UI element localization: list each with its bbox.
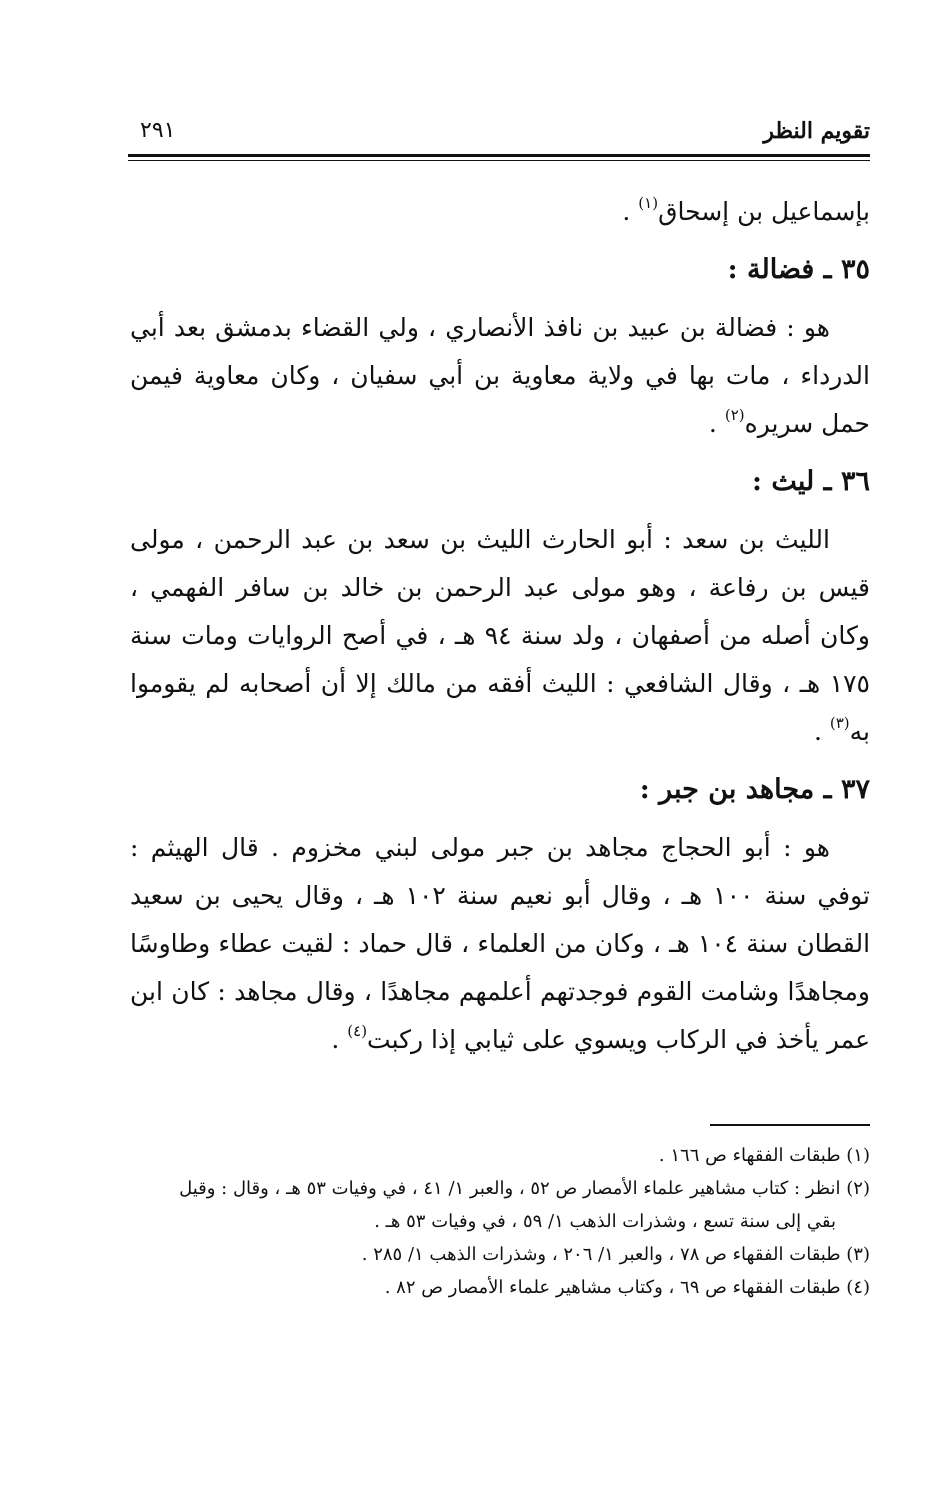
footnote-ref-4: (٤) bbox=[347, 1022, 368, 1040]
footnote-ref-3: (٣) bbox=[829, 714, 850, 732]
running-title: تقويم النظر bbox=[763, 118, 870, 144]
footnote-ref-1: (١) bbox=[638, 194, 659, 212]
footnote-separator bbox=[710, 1124, 870, 1126]
footnotes bbox=[130, 1140, 870, 1305]
footnote-ref-2: (٢) bbox=[724, 406, 745, 424]
header-rule-thin bbox=[128, 160, 870, 161]
entry-heading-35: ٣٥ ـ فضالة : bbox=[727, 254, 870, 285]
footnote-2: (٢) انظر : كتاب مشاهير علماء الأمصار ص ٥٢ ، والعبر ١/ ٤١ ، في وفيات ٥٣ هـ ، وقال : وقيل bbox=[179, 1178, 870, 1199]
entry-paragraph-37 bbox=[130, 824, 870, 1064]
header-rule-thick bbox=[128, 154, 870, 157]
entry-paragraph-35 bbox=[130, 304, 870, 448]
main-text bbox=[130, 188, 870, 1064]
footnote-4: (٤) طبقات الفقهاء ص ٦٩ ، وكتاب مشاهير علماء الأمصار ص ٨٢ . bbox=[384, 1277, 870, 1298]
paragraph-end: . bbox=[813, 717, 830, 746]
page-number: ٢٩١ bbox=[140, 118, 176, 143]
entry-paragraph-36 bbox=[130, 516, 870, 756]
footnote-2-continuation: بقي إلى سنة تسع ، وشذرات الذهب ١/ ٥٩ ، في وفيات ٥٣ هـ . bbox=[374, 1211, 836, 1232]
paragraph-text: بإسماعيل بن إسحاق bbox=[658, 197, 870, 226]
page-header bbox=[130, 118, 870, 152]
entry-heading-37: ٣٧ ـ مجاهد بن جبر : bbox=[639, 774, 870, 805]
paragraph-continuation bbox=[130, 188, 870, 236]
paragraph-text: الليث بن سعد : أبو الحارث الليث بن سعد بن عبد الرحمن ، مولى قيس بن رفاعة ، وهو مولى عبد الرحمن بن خالد بن سافر الفهمي ، وكان أصله من أصفهان ، ولد سنة ٩٤ هـ ، في أصح الروايات ومات سنة ١٧٥ هـ ، وقال الشافعي : الليث أفقه من مالك إلا أن أصحابه لم يقوموا به bbox=[130, 525, 870, 746]
paragraph-end: . bbox=[708, 409, 725, 438]
footnote-1: (١) طبقات الفقهاء ص ١٦٦ . bbox=[658, 1145, 870, 1166]
paragraph-end: . bbox=[622, 197, 639, 226]
paragraph-text: هو : أبو الحجاج مجاهد بن جبر مولى لبني مخزوم . قال الهيثم : توفي سنة ١٠٠ هـ ، وقال أبو نعيم سنة ١٠٢ هـ ، وقال يحيى بن سعيد القطان سنة ١٠٤ هـ ، وكان من العلماء ، قال حماد : لقيت عطاء وطاوسًا ومجاهدًا وشامت القوم فوجدتهم أعلمهم مجاهدًا ، وقال مجاهد : كان ابن عمر يأخذ في الركاب ويسوي على ثيابي إذا ركبت bbox=[130, 833, 871, 1054]
footnote-3: (٣) طبقات الفقهاء ص ٧٨ ، والعبر ١/ ٢٠٦ ، وشذرات الذهب ١/ ٢٨٥ . bbox=[361, 1244, 870, 1265]
entry-heading-36: ٣٦ ـ ليث : bbox=[752, 466, 870, 497]
paragraph-end: . bbox=[331, 1025, 348, 1054]
paragraph-text: هو : فضالة بن عبيد بن نافذ الأنصاري ، ولي القضاء بدمشق بعد أبي الدرداء ، مات بها في ولاية معاوية بن أبي سفيان ، وكان معاوية فيمن حمل سريره bbox=[130, 313, 870, 438]
